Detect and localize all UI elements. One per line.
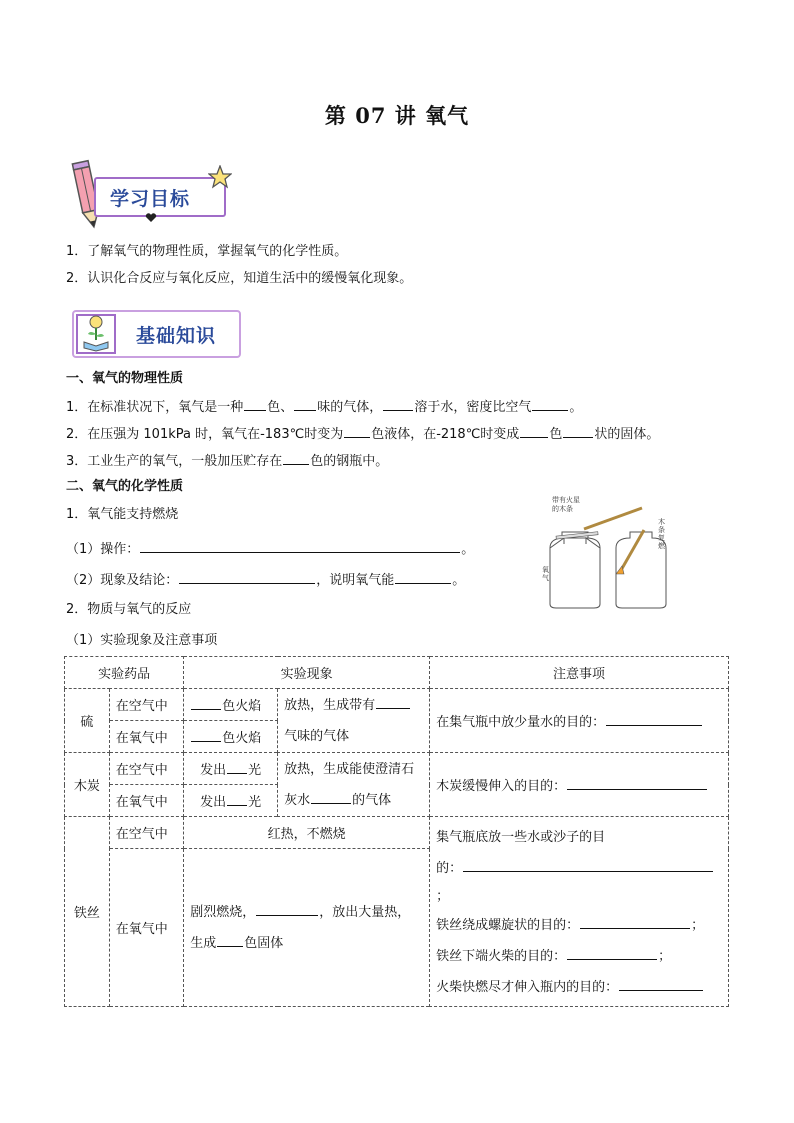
- section1-heading: 一、氧气的物理性质: [66, 371, 184, 386]
- sulfur-note: 在集气瓶中放少量水的目的：: [430, 689, 729, 753]
- objective-1: 1．了解氧气的物理性质，掌握氧气的化学性质。: [66, 244, 348, 259]
- sulfur-name: 硫: [65, 689, 110, 753]
- basic-knowledge-banner: [72, 308, 242, 360]
- oxygen-jar-figure: [536, 494, 676, 612]
- physical-line-3: 3．工业生产的氧气，一般加压贮存在 色的钢瓶中。: [66, 451, 388, 471]
- charcoal-name: 木炭: [65, 753, 110, 817]
- lightbulb-book-icon: [80, 312, 112, 352]
- iron-air: 在空气中: [109, 817, 183, 849]
- basic-knowledge-label: 基础知识: [136, 325, 217, 347]
- table-row: [65, 689, 729, 721]
- iron-name: 铁丝: [65, 817, 110, 1007]
- table-header-row: [65, 657, 729, 689]
- page-title: 第 07 讲 氧气: [324, 103, 470, 128]
- iron-air-phenomenon: 红热，不燃烧: [184, 817, 430, 849]
- charcoal-note: 木炭缓慢伸入的目的：: [430, 753, 729, 817]
- reaction-heading: 2．物质与氧气的反应: [66, 602, 192, 617]
- support-combustion: 1．氧气能支持燃烧: [66, 507, 179, 522]
- sulfur-flame-air: 色火焰: [184, 689, 278, 721]
- phenomenon-line: （2）现象及结论： ，说明氧气能 。: [66, 570, 465, 590]
- objective-2: 2．认识化合反应与氧化反应，知道生活中的缓慢氧化现象。: [66, 271, 413, 286]
- experiment-table: [64, 656, 729, 1007]
- table-row: [65, 753, 729, 785]
- charcoal-common: 放热，生成能使澄清石 灰水 的气体: [278, 753, 430, 817]
- section2-heading: 二、氧气的化学性质: [66, 479, 184, 494]
- header-phenomenon: 实验现象: [184, 657, 430, 689]
- physical-line-2: 2．在压强为 101kPa 时，氧气在-183℃时变为 色液体，在-218℃时变成 色 状的固体。: [66, 424, 659, 444]
- charcoal-light-air: 发出 光: [184, 753, 278, 785]
- star-icon: [208, 165, 232, 189]
- heart-icon: [145, 213, 157, 223]
- experiment-heading: （1）实验现象及注意事项: [66, 633, 218, 648]
- stick-label: 带有火星 的木条: [552, 496, 580, 513]
- table-row: [65, 817, 729, 849]
- sulfur-oxy: 在氧气中: [109, 721, 183, 753]
- sulfur-air: 在空气中: [109, 689, 183, 721]
- header-notes: 注意事项: [430, 657, 729, 689]
- charcoal-light-oxy: 发出 光: [184, 785, 278, 817]
- sulfur-common: 放热，生成带有 气味的气体: [278, 689, 430, 753]
- physical-line-1: 1．在标准状况下，氧气是一种 色、 味的气体， 溶于水，密度比空气 。: [66, 397, 582, 417]
- charcoal-oxy: 在氧气中: [109, 785, 183, 817]
- iron-oxy-phenomenon: 剧烈燃烧， ，放出大量热， 生成 色固体: [184, 849, 430, 1007]
- header-reagent: 实验药品: [65, 657, 184, 689]
- sulfur-flame-oxy: 色火焰: [184, 721, 278, 753]
- iron-notes: 集气瓶底放一些水或沙子的目 的： ； 铁丝绕成螺旋状的目的： ； 铁丝下端火柴的目的： ； 火柴快燃尽才伸入瓶内的目的：: [430, 817, 729, 1007]
- charcoal-air: 在空气中: [109, 753, 183, 785]
- learning-goals-label: 学习目标: [110, 188, 191, 210]
- iron-oxy: 在氧气中: [109, 849, 183, 1007]
- learning-goals-banner: [70, 157, 240, 232]
- relight-label: 木条复燃: [658, 518, 665, 550]
- operation-line: （1）操作： 。: [66, 539, 474, 559]
- oxygen-label: 氧气: [542, 566, 549, 582]
